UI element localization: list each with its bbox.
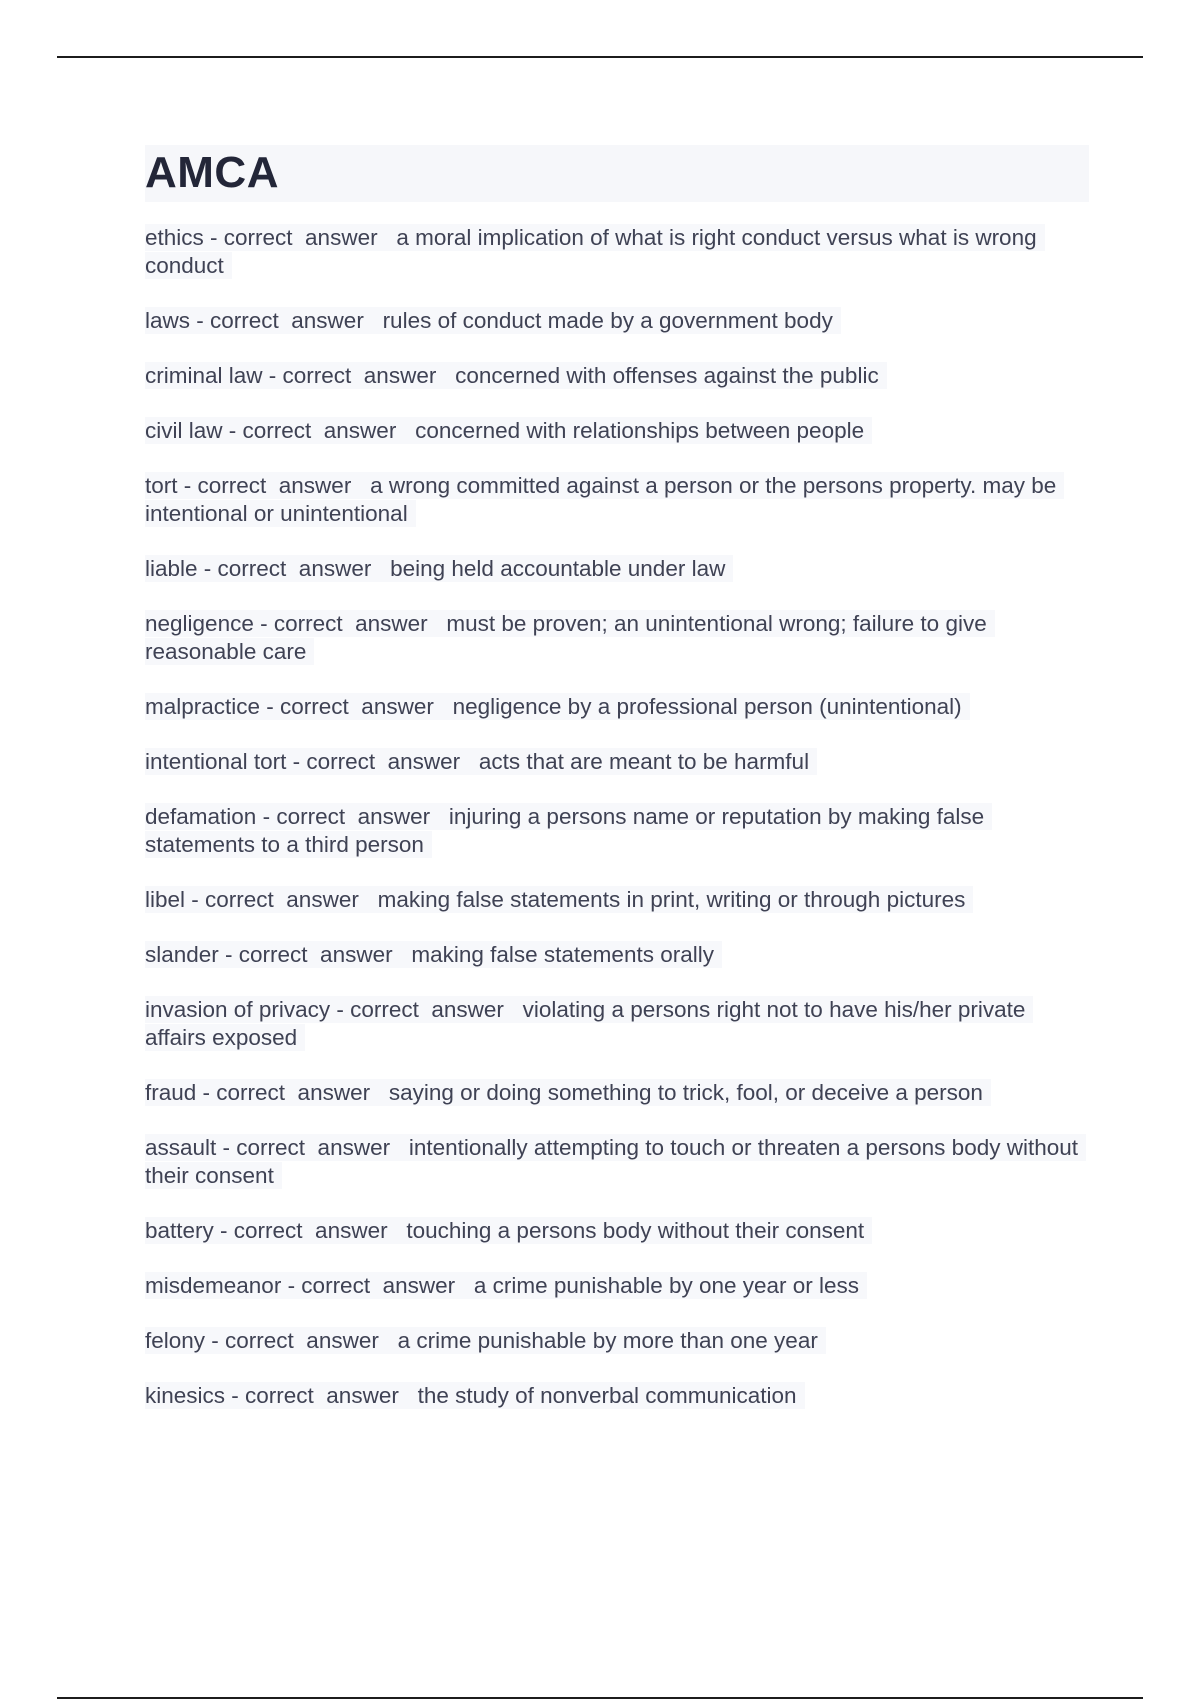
entry-separator: - correct answer bbox=[216, 1135, 409, 1160]
flashcard-entry bbox=[145, 748, 1090, 776]
entry-term: misdemeanor bbox=[145, 1273, 282, 1298]
document-body bbox=[145, 145, 1090, 1437]
entry-term: laws bbox=[145, 308, 191, 333]
entry-highlight bbox=[145, 693, 970, 720]
entry-highlight bbox=[145, 996, 1033, 1051]
flashcard-entry bbox=[145, 1079, 1090, 1107]
entry-highlight bbox=[145, 803, 992, 858]
entry-highlight bbox=[145, 1272, 867, 1299]
entry-term: civil law bbox=[145, 418, 223, 443]
entry-separator: - correct answer bbox=[203, 225, 397, 250]
entry-highlight bbox=[145, 1382, 805, 1409]
entry-highlight bbox=[145, 224, 1045, 279]
flashcard-entry bbox=[145, 307, 1090, 335]
entry-answer: a crime punishable by one year or less bbox=[473, 1273, 860, 1298]
bottom-rule bbox=[57, 1697, 1143, 1699]
entry-highlight bbox=[145, 1079, 991, 1106]
entry-answer: negligence by a professional person (unintentional) bbox=[452, 694, 962, 719]
entry-term: slander bbox=[145, 942, 219, 967]
entry-term: defamation bbox=[145, 804, 257, 829]
entry-term: ethics bbox=[145, 225, 204, 250]
entry-separator: - correct answer bbox=[222, 418, 416, 443]
entry-answer: the study of nonverbal communication bbox=[417, 1383, 797, 1408]
entry-answer: acts that are meant to be harmful bbox=[478, 749, 810, 774]
entry-separator: - correct answer bbox=[185, 887, 378, 912]
entry-term: felony bbox=[145, 1328, 206, 1353]
flashcard-entry bbox=[145, 941, 1090, 969]
entry-answer: injuring a persons name or reputation by making false statements to a third person bbox=[145, 804, 985, 857]
entry-answer: concerned with offenses against the public bbox=[455, 363, 879, 388]
entry-term: fraud bbox=[145, 1080, 197, 1105]
flashcard-entry bbox=[145, 1217, 1090, 1245]
entry-separator: - correct answer bbox=[281, 1273, 474, 1298]
entry-separator: - correct answer bbox=[330, 997, 523, 1022]
entry-answer: a crime punishable by more than one year bbox=[397, 1328, 818, 1353]
entry-separator: - correct answer bbox=[286, 749, 479, 774]
entry-term: libel bbox=[145, 887, 186, 912]
entry-answer: a wrong committed against a person or the persons property. may be intentional or unintentional bbox=[145, 473, 1057, 526]
flashcard-entry bbox=[145, 693, 1090, 721]
flashcard-entry bbox=[145, 886, 1090, 914]
entry-highlight bbox=[145, 1217, 872, 1244]
flashcard-entry bbox=[145, 610, 1090, 666]
entry-separator: - correct answer bbox=[213, 1218, 407, 1243]
flashcard-entry bbox=[145, 224, 1090, 280]
entry-term: kinesics bbox=[145, 1383, 226, 1408]
entry-highlight bbox=[145, 307, 841, 334]
entry-answer: being held accountable under law bbox=[390, 556, 726, 581]
entry-term: assault bbox=[145, 1135, 217, 1160]
entry-answer: making false statements orally bbox=[411, 942, 714, 967]
flashcard-entry bbox=[145, 1134, 1090, 1190]
entry-highlight bbox=[145, 941, 722, 968]
entry-answer: intentionally attempting to touch or threaten a persons body without their consent bbox=[145, 1135, 1079, 1188]
entry-highlight bbox=[145, 362, 887, 389]
entry-highlight bbox=[145, 748, 817, 775]
entry-answer: rules of conduct made by a government body bbox=[382, 308, 833, 333]
entry-separator: - correct answer bbox=[253, 611, 447, 636]
entry-answer: concerned with relationships between people bbox=[415, 418, 865, 443]
flashcard-entry bbox=[145, 996, 1090, 1052]
entry-separator: - correct answer bbox=[218, 942, 412, 967]
entry-highlight bbox=[145, 1327, 826, 1354]
entry-term: malpractice bbox=[145, 694, 261, 719]
entry-answer: violating a persons right not to have his/her private affairs exposed bbox=[145, 997, 1026, 1050]
flashcard-entry bbox=[145, 417, 1090, 445]
entry-separator: - correct answer bbox=[205, 1328, 398, 1353]
flashcard-entry bbox=[145, 1327, 1090, 1355]
flashcard-entry bbox=[145, 803, 1090, 859]
entry-highlight bbox=[145, 1134, 1086, 1189]
entry-highlight bbox=[145, 610, 995, 665]
entry-answer: a moral implication of what is right conduct versus what is wrong conduct bbox=[145, 225, 1037, 278]
entry-separator: - correct answer bbox=[260, 694, 453, 719]
entry-term: invasion of privacy bbox=[145, 997, 331, 1022]
title-band bbox=[145, 145, 1089, 202]
entry-separator: - correct answer bbox=[262, 363, 456, 388]
entry-highlight bbox=[145, 417, 872, 444]
document-title: AMCA bbox=[145, 148, 279, 197]
entry-list bbox=[145, 224, 1090, 1410]
entry-term: tort bbox=[145, 473, 178, 498]
entry-separator: - correct answer bbox=[177, 473, 371, 498]
entry-separator: - correct answer bbox=[225, 1383, 418, 1408]
entry-answer: must be proven; an unintentional wrong; failure to give reasonable care bbox=[145, 611, 987, 664]
entry-highlight bbox=[145, 472, 1064, 527]
entry-highlight bbox=[145, 886, 973, 913]
flashcard-entry bbox=[145, 555, 1090, 583]
entry-term: negligence bbox=[145, 611, 254, 636]
entry-term: battery bbox=[145, 1218, 214, 1243]
top-rule bbox=[57, 56, 1143, 58]
flashcard-entry bbox=[145, 1272, 1090, 1300]
entry-term: criminal law bbox=[145, 363, 263, 388]
entry-term: liable bbox=[145, 556, 198, 581]
entry-answer: touching a persons body without their consent bbox=[406, 1218, 865, 1243]
flashcard-entry bbox=[145, 1382, 1090, 1410]
entry-highlight bbox=[145, 555, 733, 582]
flashcard-entry bbox=[145, 472, 1090, 528]
entry-separator: - correct answer bbox=[197, 556, 391, 581]
entry-separator: - correct answer bbox=[196, 1080, 389, 1105]
entry-separator: - correct answer bbox=[190, 308, 383, 333]
entry-answer: saying or doing something to trick, fool, or deceive a person bbox=[388, 1080, 983, 1105]
entry-term: intentional tort bbox=[145, 749, 287, 774]
flashcard-entry bbox=[145, 362, 1090, 390]
entry-separator: - correct answer bbox=[256, 804, 449, 829]
entry-answer: making false statements in print, writing or through pictures bbox=[377, 887, 966, 912]
